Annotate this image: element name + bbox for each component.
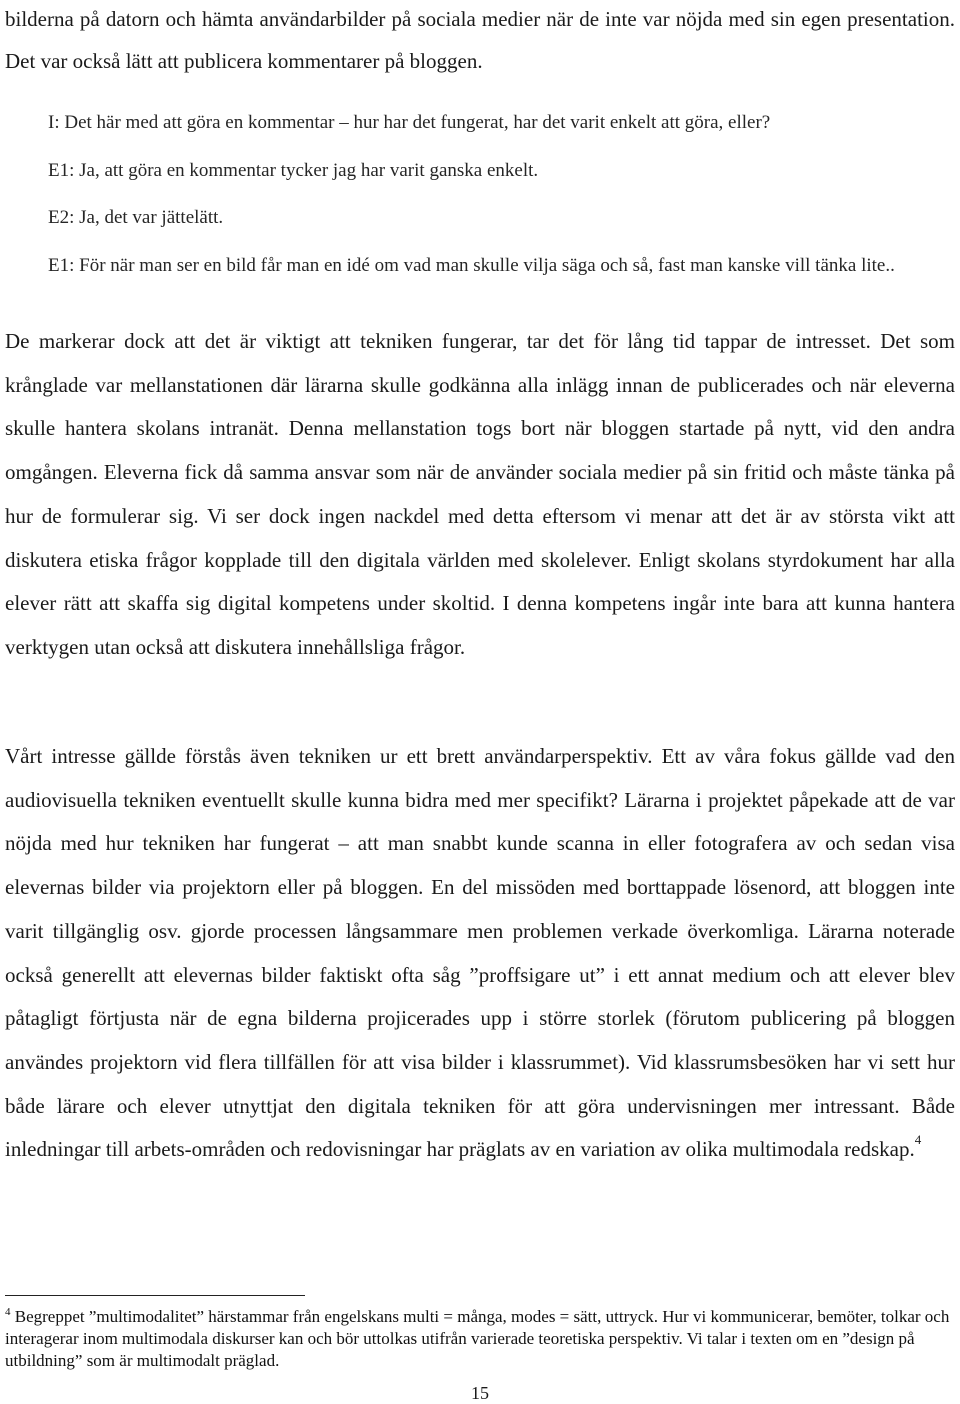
footnote-number: 4 [5, 1306, 11, 1318]
footnote [5, 1306, 955, 1372]
footnote-reference: 4 [914, 1132, 922, 1148]
dialogue-line-e1-second: E1: För när man ser en bild får man en idé om vad man skulle vilja säga och så, fast man kanske vill tänka lite.. [48, 255, 895, 276]
dialogue-line-e1: E1: Ja, att göra en kommentar tycker jag har varit ganska enkelt. [48, 160, 539, 181]
body-paragraph-1: De markerar dock att det är viktigt att tekniken fungerar, tar det för lång tid tappar de intresset. Det som krånglade var mellanstationen där lärarna skulle godkänna alla inlägg innan de publicerades och när eleverna skulle hantera skolans intranät. Denna mellanstation togs bort när bloggen startade på nytt, vid den andra omgången. Eleverna fick då samma ansvar som när de använder sociala medier på sin fritid och måste tänka på hur de formulerar sig. Vi ser dock ingen nackdel med detta eftersom vi menar att det är av största vikt att diskutera etiska frågor kopplade till den digitala världen med skolelever. Enligt skolans styrdokument har alla elever rätt att skaffa sig digital kompetens under skoltid. I denna kompetens ingår inte bara att kunna hantera verktygen utan också att diskutera innehållsliga frågor. [5, 329, 955, 659]
intro-paragraph: bilderna på datorn och hämta användarbilder på sociala medier när de inte var nöjda med sin egen presentation. Det var också lätt att publicera kommentarer på bloggen. [5, 7, 955, 73]
body-paragraph-2-text: Vårt intresse gällde förstås även tekniken ur ett brett användarperspektiv. Ett av våra fokus gällde vad den audiovisuella tekniken eventuellt skulle kunna bidra med mer specifikt? Lärarna i projektet påpekade att de var nöjda med hur tekniken har fungerat – att man snabbt kunde scanna in eller fotografera av och sedan visa elevernas bilder via projektorn eller på bloggen. En del missöden med borttappade lösenord, att bloggen inte varit tillgänglig osv. gjorde processen långsammare men problemen verkade överkomliga. Lärarna noterade också generellt att elevernas bilder faktiskt ofta såg ”proffsigare ut” i ett annat medium och att elever blev påtagligt förtjusta när de egna bilderna projicerades upp i större storlek (förutom publicering på bloggen användes projektorn vid flera tillfällen för att visa bilder i klassrummet). Vid klassrumsbesöken har vi sett hur både lärare och elever utnyttjat den digitala tekniken för att göra undervisningen mer intressant. Både inledningar till arbets-områden och redovisningar har präglats av en variation av olika multimodala redskap. [5, 744, 955, 1162]
footnote-text: Begreppet ”multimodalitet” härstammar från engelskans multi = många, modes = sätt, uttryck. Hur vi kommunicerar, bemöter, tolkar och interagerar inom multimodala diskurser kan och bör uttolkas utifrån varierade teoretiska perspektiv. Vi talar i texten om en ”design på utbildning” som är multimodalt präglad. [5, 1307, 950, 1370]
footnote-separator [5, 1295, 305, 1296]
page-number: 15 [471, 1383, 489, 1403]
dialogue-line-e2: E2: Ja, det var jättelätt. [48, 207, 224, 228]
dialogue-line-interviewer: I: Det här med att göra en kommentar – hur har det fungerat, har det varit enkelt att göra, eller? [48, 112, 771, 133]
body-paragraph-2 [5, 735, 955, 1172]
